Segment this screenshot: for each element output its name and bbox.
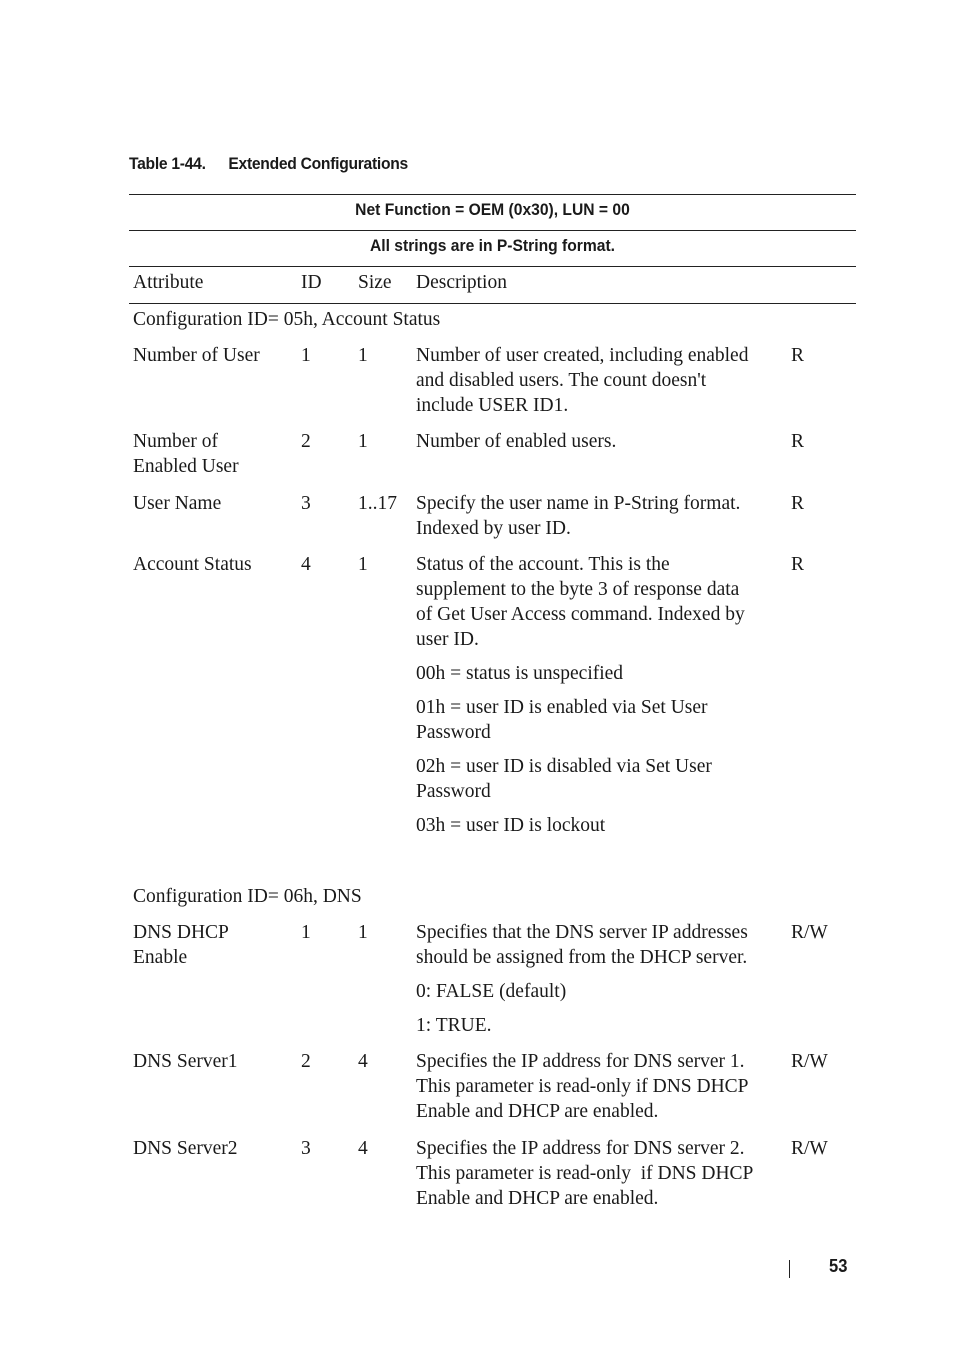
description-line: Number of enabled users. <box>416 431 617 452</box>
description-line: and disabled users. The count doesn't <box>416 370 707 391</box>
table-top-rule <box>129 194 856 195</box>
description-line: Enable and DHCP are enabled. <box>416 1188 659 1209</box>
description-cell <box>416 1049 788 1124</box>
attribute-line: DNS DHCP <box>133 922 229 943</box>
id-cell: 3 <box>301 493 311 514</box>
value-line: Password <box>416 722 491 743</box>
value-note <box>416 1013 788 1038</box>
size-cell: 1 <box>358 431 368 452</box>
column-header-attribute: Attribute <box>133 272 204 293</box>
description-line: Specifies the IP address for DNS server 1. <box>416 1051 745 1072</box>
column-header-rule <box>129 303 856 304</box>
attribute-line: Enabled User <box>133 456 239 477</box>
table-title: Extended Configurations <box>228 154 408 173</box>
id-cell: 1 <box>301 922 311 943</box>
description-line: This parameter is read-only if DNS DHCP <box>416 1163 754 1184</box>
description-line: Specify the user name in P-String format. <box>416 493 741 514</box>
value-note <box>416 979 788 1004</box>
value-line: 01h = user ID is enabled via Set User <box>416 697 708 718</box>
description-line: supplement to the byte 3 of response data <box>416 579 740 600</box>
size-cell: 1 <box>358 554 368 575</box>
access-cell: R/W <box>791 1051 828 1072</box>
value-note <box>416 754 788 804</box>
description-cell <box>416 920 788 970</box>
id-cell: 2 <box>301 431 311 452</box>
access-cell: R <box>791 345 805 366</box>
description-line: This parameter is read-only if DNS DHCP <box>416 1076 749 1097</box>
section-title: Configuration ID= 06h, DNS <box>133 886 362 907</box>
value-line: 03h = user ID is lockout <box>416 815 606 836</box>
access-cell: R <box>791 431 805 452</box>
size-cell: 4 <box>358 1138 368 1159</box>
attribute-cell <box>133 920 229 970</box>
strings-format-note: All strings are in P-String format. <box>369 236 616 255</box>
description-cell <box>416 343 788 418</box>
attribute-cell: Account Status <box>133 554 252 575</box>
page-number: 53 <box>829 1256 848 1276</box>
value-line: Password <box>416 781 491 802</box>
value-line: 00h = status is unspecified <box>416 663 624 684</box>
table-number: Table 1-44. <box>129 154 206 173</box>
value-line: 02h = user ID is disabled via Set User <box>416 756 712 777</box>
value-line: 0: FALSE (default) <box>416 981 567 1002</box>
attribute-cell <box>133 429 239 479</box>
description-line: should be assigned from the DHCP server. <box>416 947 748 968</box>
value-note <box>416 661 788 686</box>
attribute-line: Number of <box>133 431 219 452</box>
description-line: user ID. <box>416 629 479 650</box>
value-line: 1: TRUE. <box>416 1015 492 1036</box>
id-cell: 4 <box>301 554 311 575</box>
size-cell: 4 <box>358 1051 368 1072</box>
description-cell <box>416 429 788 454</box>
description-line: of Get User Access command. Indexed by <box>416 604 745 625</box>
access-cell: R/W <box>791 1138 828 1159</box>
description-cell <box>416 1136 788 1211</box>
access-cell: R <box>791 554 805 575</box>
value-note <box>416 695 788 745</box>
description-line: Specifies the IP address for DNS server 2. <box>416 1138 745 1159</box>
net-function-header: Net Function = OEM (0x30), LUN = 00 <box>355 200 630 219</box>
attribute-cell: DNS Server2 <box>133 1138 238 1159</box>
description-line: Indexed by user ID. <box>416 518 571 539</box>
size-cell: 1..17 <box>358 493 397 514</box>
attribute-cell: Number of User <box>133 345 260 366</box>
attribute-line: Enable <box>133 947 188 968</box>
description-line: Enable and DHCP are enabled. <box>416 1101 659 1122</box>
column-header-size: Size <box>358 272 392 293</box>
header-divider <box>129 230 856 231</box>
id-cell: 1 <box>301 345 311 366</box>
size-cell: 1 <box>358 345 368 366</box>
description-line: Number of user created, including enabled <box>416 345 749 366</box>
description-line: Status of the account. This is the <box>416 554 670 575</box>
value-note <box>416 813 788 838</box>
header-divider <box>129 266 856 267</box>
access-cell: R <box>791 493 805 514</box>
size-cell: 1 <box>358 922 368 943</box>
description-line: include USER ID1. <box>416 395 569 416</box>
access-cell: R/W <box>791 922 828 943</box>
id-cell: 3 <box>301 1138 311 1159</box>
id-cell: 2 <box>301 1051 311 1072</box>
attribute-cell: DNS Server1 <box>133 1051 238 1072</box>
attribute-cell: User Name <box>133 493 222 514</box>
table-caption <box>129 154 408 174</box>
description-cell <box>416 552 788 652</box>
section-title: Configuration ID= 05h, Account Status <box>133 309 441 330</box>
description-line: Specifies that the DNS server IP addresses <box>416 922 748 943</box>
column-header-description: Description <box>416 272 507 293</box>
description-cell <box>416 491 788 541</box>
footer-divider <box>789 1260 790 1278</box>
column-header-id: ID <box>301 272 322 293</box>
